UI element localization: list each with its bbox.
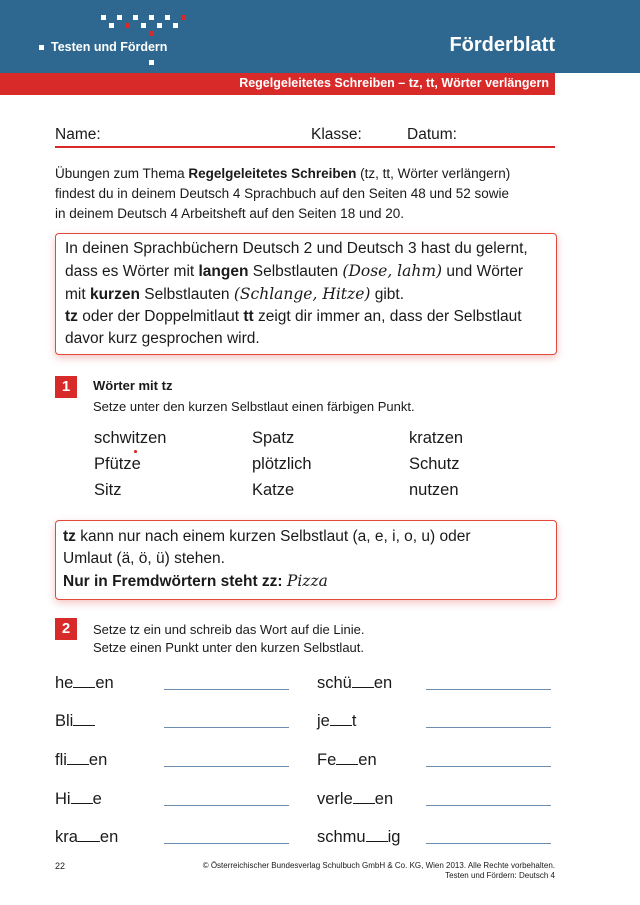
- logo-square: [141, 23, 146, 28]
- copyright: © Österreichischer Bundesverlag Schulbuch GmbH & Co. KG, Wien 2013. Alle Rechte vorbehalten. Testen und Fördern: Deutsch 4: [202, 861, 555, 880]
- name-label: Name:: [55, 126, 101, 143]
- fill-in-word: Bli: [55, 711, 95, 731]
- blank-gap[interactable]: [71, 789, 93, 804]
- word: plötzlich: [252, 455, 312, 473]
- logo-square: [157, 23, 162, 28]
- word: Schutz: [409, 455, 460, 473]
- answer-line[interactable]: [426, 843, 551, 844]
- subtitle: Regelgeleitetes Schreiben – tz, tt, Wörter verlängern: [239, 76, 549, 90]
- intro-text: Übungen zum Thema Regelgeleitetes Schreiben (tz, tt, Wörter verlängern) findest du in deinem Deutsch 4 Sprachbuch auf den Seiten 48 und 52 sowie in deinem Deutsch 4 Arbeitsheft auf den Seiten 18 und 20.: [55, 166, 511, 221]
- word: Katze: [252, 481, 295, 499]
- fill-in-word: he en: [55, 674, 114, 692]
- word: Sitz: [94, 481, 122, 499]
- blank-gap[interactable]: [73, 711, 95, 726]
- answer-line[interactable]: [426, 689, 551, 690]
- answer-line[interactable]: [426, 727, 551, 728]
- fill-in-word: Hi e: [55, 790, 102, 808]
- fill-in-word: kra en: [55, 828, 119, 846]
- brand-label: Testen und Fördern: [51, 40, 168, 54]
- answer-line[interactable]: [164, 843, 289, 844]
- logo-square: [181, 15, 186, 20]
- logo-square: [133, 15, 138, 20]
- page-title: Förderblatt: [449, 34, 555, 56]
- word: Pfütze: [94, 455, 141, 473]
- logo-square: [165, 15, 170, 20]
- fill-in-word: schü en: [317, 674, 393, 692]
- fill-in-word: verle en: [317, 790, 394, 808]
- logo-square: [149, 31, 154, 36]
- fill-in-word: Fe en: [317, 751, 377, 769]
- fill-in-word: schmu ig: [317, 828, 401, 846]
- date-label: Datum:: [407, 126, 457, 143]
- divider: [55, 146, 555, 148]
- logo-square: [117, 15, 122, 20]
- fill-in-word: fli en: [55, 751, 108, 769]
- answer-line[interactable]: [426, 766, 551, 767]
- blank-gap[interactable]: [67, 750, 89, 765]
- blank-gap[interactable]: [73, 673, 95, 688]
- blank-gap[interactable]: [330, 711, 352, 726]
- exercise-title: Wörter mit tz: [93, 378, 173, 393]
- blank-gap[interactable]: [353, 789, 375, 804]
- word: Spatz: [252, 429, 295, 447]
- blank-gap[interactable]: [366, 827, 388, 842]
- logo-square: [125, 23, 130, 28]
- blank-gap[interactable]: [352, 673, 374, 688]
- word: kratzen: [409, 429, 464, 447]
- answer-line[interactable]: [164, 689, 289, 690]
- answer-line[interactable]: [164, 766, 289, 767]
- logo-square: [101, 15, 106, 20]
- blank-gap[interactable]: [336, 750, 358, 765]
- logo-square: [149, 60, 154, 65]
- fill-in-word: je t: [317, 712, 357, 730]
- exercise-number: 1: [55, 376, 77, 398]
- class-label: Klasse:: [311, 126, 362, 143]
- vowel-dot: [134, 450, 137, 453]
- exercise-instruction: Setze einen Punkt unter den kurzen Selbstlaut.: [93, 640, 365, 655]
- word: schwitzen: [94, 429, 167, 447]
- answer-line[interactable]: [164, 805, 289, 806]
- logo-square: [149, 15, 154, 20]
- brand-bullet: [39, 45, 44, 50]
- page-number: 22: [55, 861, 66, 871]
- exercise-number: 2: [55, 618, 77, 640]
- logo-square: [109, 23, 114, 28]
- exercise-instruction: Setze tz ein und schreib das Wort auf die Linie.: [93, 622, 365, 637]
- info-text: tz kann nur nach einem kurzen Selbstlaut (a, e, i, o, u) oder Umlaut (ä, ö, ü) stehen. Nur in Fremdwörtern steht zz: Pizza: [63, 528, 471, 590]
- answer-line[interactable]: [164, 727, 289, 728]
- blank-gap[interactable]: [78, 827, 100, 842]
- logo-square: [173, 23, 178, 28]
- word: nutzen: [409, 481, 459, 499]
- answer-line[interactable]: [426, 805, 551, 806]
- rule-text: In deinen Sprachbüchern Deutsch 2 und Deutsch 3 hast du gelernt, dass es Wörter mit langen Selbstlauten (Dose, lahm) und Wörter mit kurzen Selbstlauten (Schlange, Hitze) gibt. tz oder der Doppelmitlaut tt zeigt dir immer an, dass der Selbstlaut davor kurz gesprochen wird.: [65, 240, 528, 347]
- exercise-instruction: Setze unter den kurzen Selbstlaut einen färbigen Punkt.: [93, 399, 415, 414]
